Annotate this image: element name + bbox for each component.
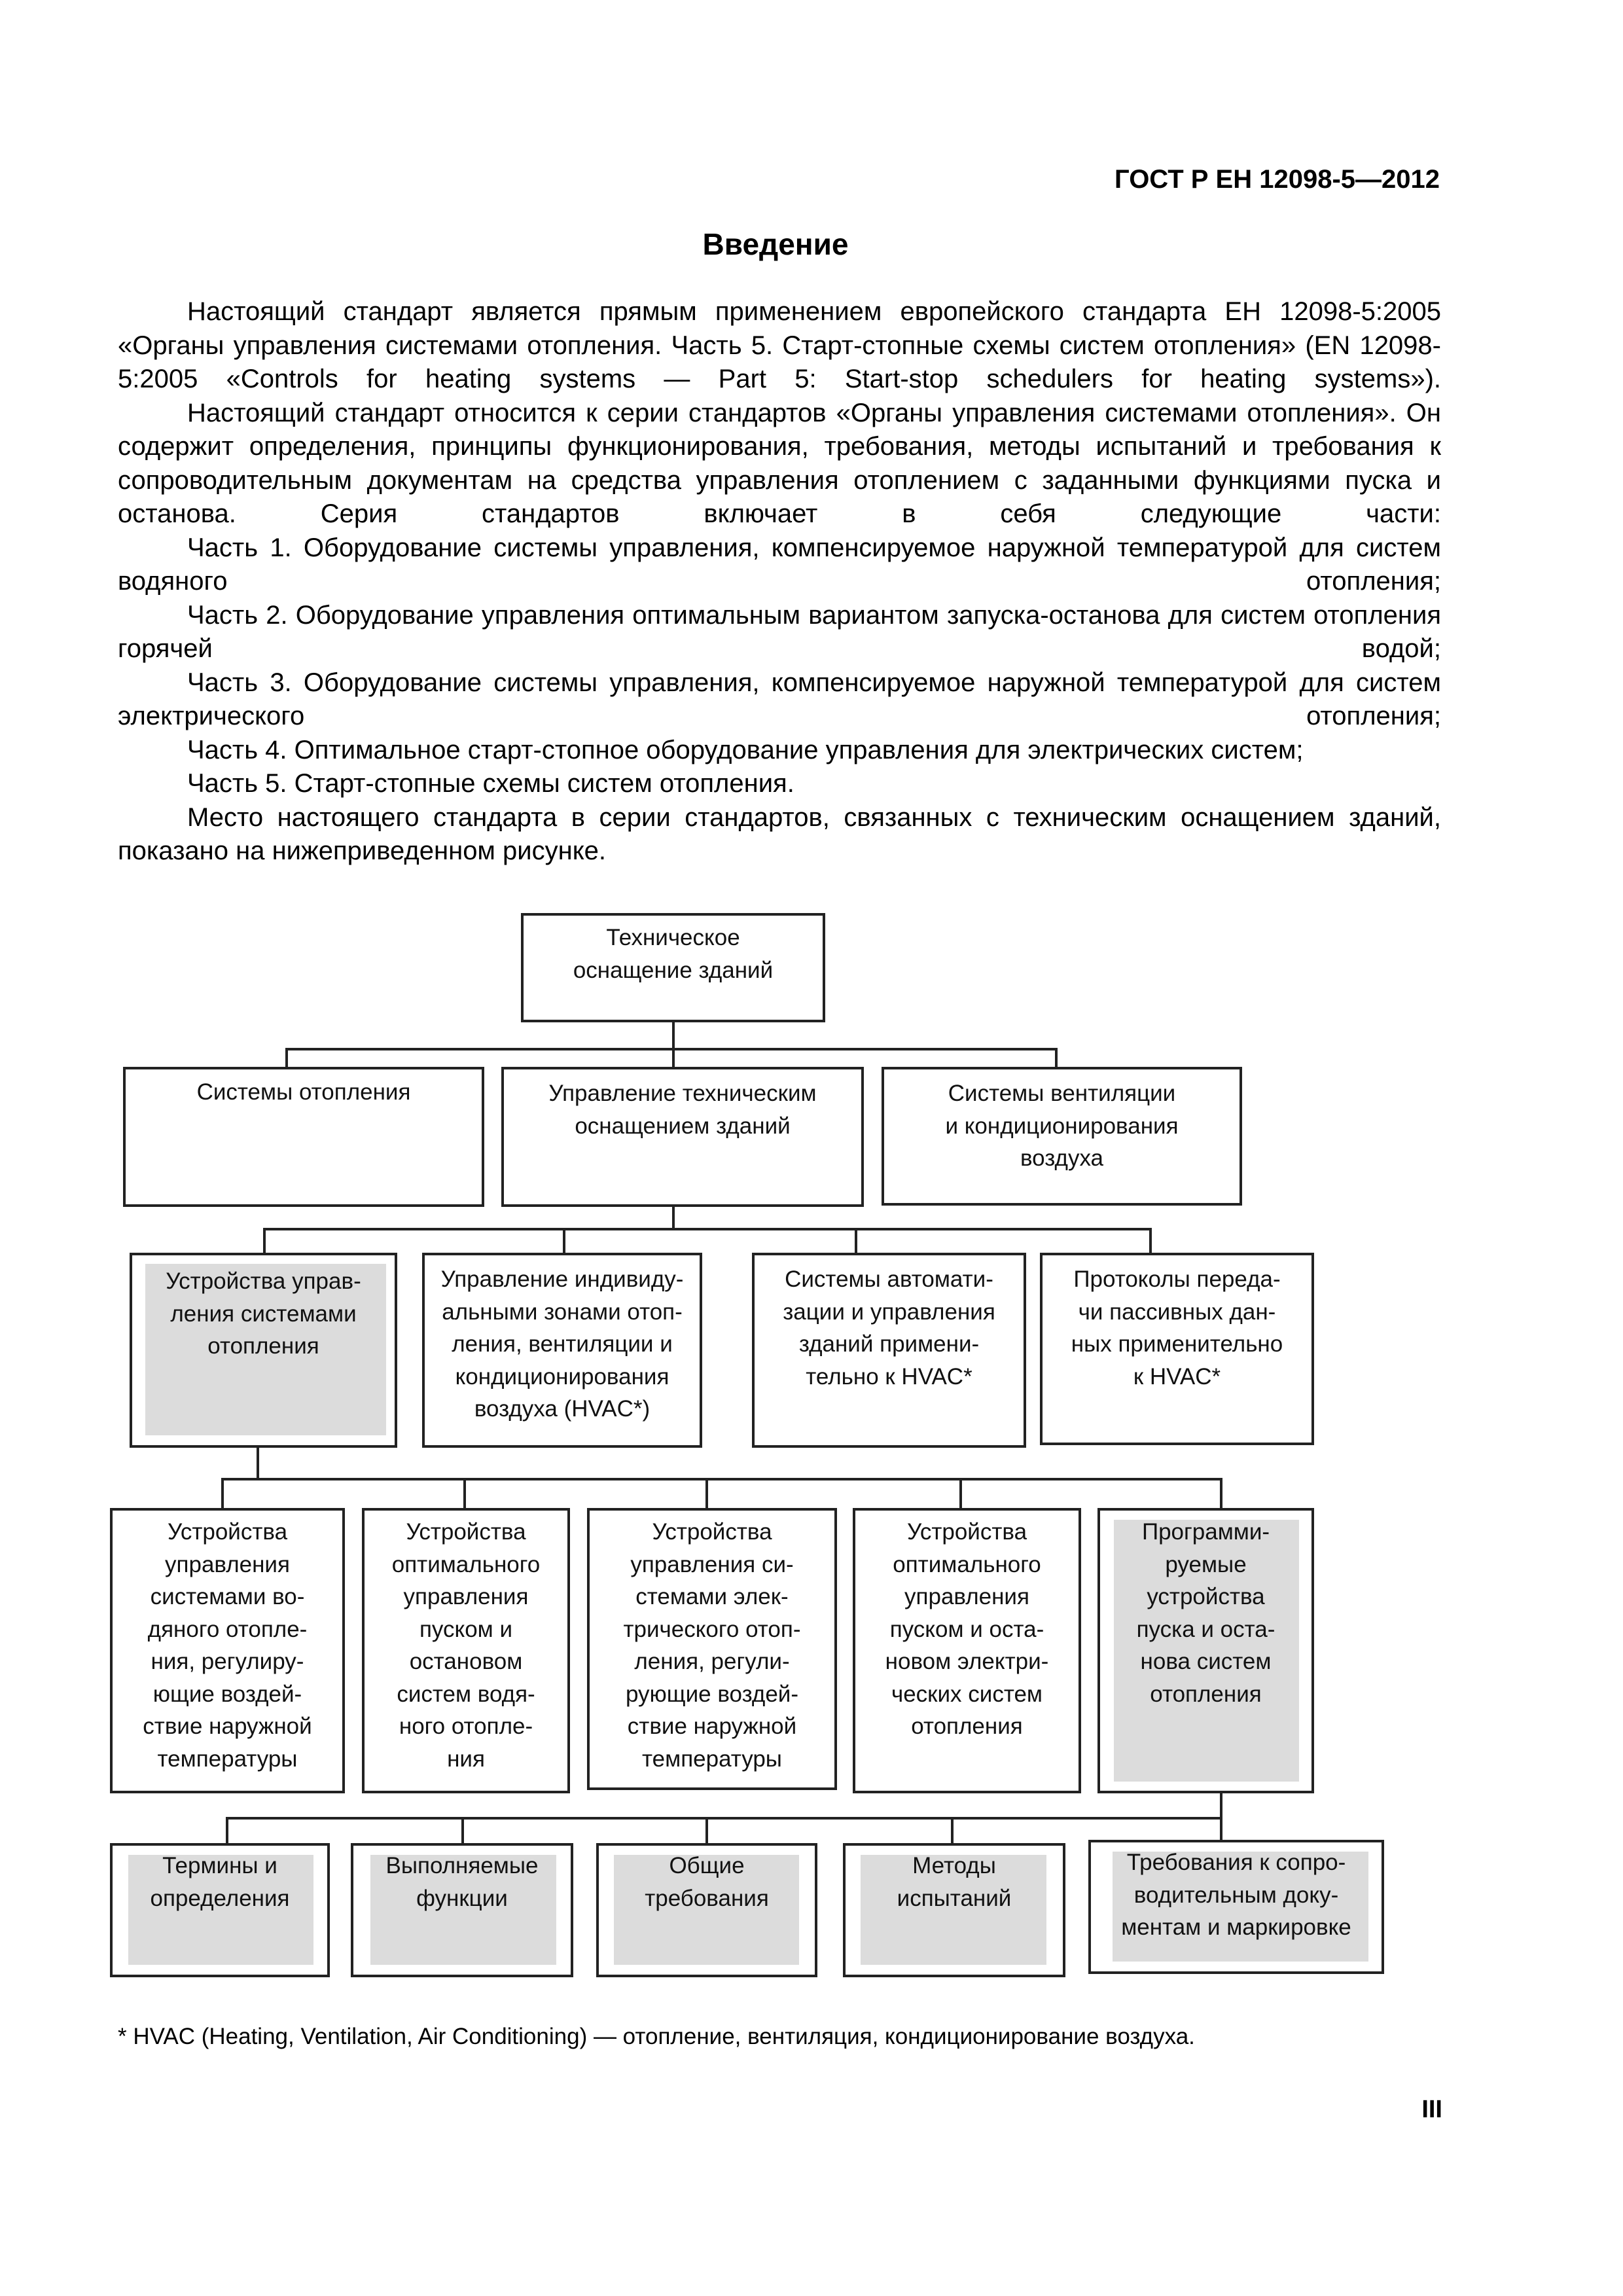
connector-line [855,1228,857,1253]
box-label: Управление техническим оснащением зданий [548,1081,817,1139]
box-label: Выполняемые функции [385,1853,539,1911]
box-label: Программи- руемые устройства пуска и оста- нова систем отопления [1136,1519,1275,1707]
connector-line [226,1817,228,1843]
connector-line [672,1048,675,1067]
intro-paragraph: Часть 4. Оптимальное старт-стопное оборудование управления для электрических систем; [187,735,1304,764]
connector-line [263,1228,266,1253]
connector-line [959,1478,962,1508]
connector-line [463,1478,466,1508]
connector-line [951,1817,954,1843]
box-label: Термины и определения [150,1853,290,1911]
box-label: Протоколы переда- чи пассивных дан- ных применительно к HVAC* [1071,1266,1283,1390]
intro-paragraph: Место настоящего стандарта в серии стандартов, связанных с техническим оснащением зданий, показано на нижеприведенном рисунке. [118,802,1441,865]
box-label: Устройства управ- ления системами отопления [166,1268,361,1359]
page-number: III [1421,2096,1442,2123]
connector-line [285,1048,288,1067]
intro-paragraph: Часть 5. Старт-стопные схемы систем отопления. [187,769,794,798]
connector-line [257,1448,259,1479]
intro-paragraph: Настоящий стандарт относится к серии стандартов «Органы управления системами отопления». Он содержит определения, принципы функционирования, требования, методы испытаний и требования к сопроводительным документам на средства управления отоплением с заданными функциями пуска и останова. Серия стандартов включает в себя следующие части: [118,398,1441,528]
intro-paragraph: Часть 3. Оборудование системы управления, компенсируемое наружной температурой для систем электрического отопления; [118,668,1441,730]
intro-paragraph: Часть 1. Оборудование системы управления, компенсируемое наружной температурой для систем водяного отопления; [118,533,1441,596]
section-title: Введение [702,227,849,261]
intro-paragraph: Настоящий стандарт является прямым применением европейского стандарта ЕН 12098-5:2005 «Органы управления системами отопления. Часть 5. Старт-стопные схемы систем отопления» (EN 12098-5:2005 «Controls for heating systems — Part 5: Start-stop schedulers for heating systems»). [118,297,1441,393]
connector-line [1055,1048,1058,1067]
footnote: * HVAC (Heating, Ventilation, Air Conditioning) — отопление, вентиляция, кондиционирование воздуха. [118,2024,1195,2049]
connector-line [705,1817,708,1843]
box-label: Системы отопления [196,1079,411,1105]
box-label: Методы испытаний [897,1853,1012,1911]
connector-line [672,1207,675,1229]
intro-paragraph: Часть 2. Оборудование управления оптимальным вариантом запуска-останова для систем отопления горячей водой; [118,600,1441,663]
connector-line [221,1478,1222,1480]
box-label: Техническое оснащение зданий [573,925,774,983]
connector-line [1220,1817,1222,1843]
box-label: Устройства оптимального управления пуском и остановом систем водя- ного отопле- ния [391,1519,541,1772]
box-label: Устройства управления системами во- дяного отопле- ния, регулиру- ющие воздей- ствие наружной температуры [143,1519,312,1772]
document-code: ГОСТ Р ЕН 12098-5—2012 [1115,165,1440,194]
box-label: Устройства управления си- стемами элек- трического отоп- ления, регули- рующие воздей- ствие наружной температуры [623,1519,801,1772]
connector-line [263,1228,1152,1230]
box-label: Устройства оптимального управления пуском и оста- новом электри- ческих систем отопления [885,1519,1049,1739]
box-label: Общие требования [645,1853,769,1911]
connector-line [461,1817,464,1843]
box-label: Системы вентиляции и кондиционирования воздуха [945,1081,1179,1171]
connector-line [672,1021,675,1049]
connector-line [285,1048,1058,1050]
connector-line [1220,1478,1222,1508]
connector-line [563,1228,565,1253]
connector-line [1220,1793,1222,1818]
box-label: Требования к сопро- водительным доку- ментам и маркировке [1121,1850,1351,1940]
box-label: Системы автомати- зации и управления зданий примени- тельно к HVAC* [783,1266,995,1390]
connector-line [226,1817,1222,1820]
connector-line [705,1478,708,1508]
box-label: Управление индивиду- альными зонами отоп- ления, вентиляции и кондиционирования воздуха (HVAC*) [440,1266,684,1422]
connector-line [221,1478,224,1508]
connector-line [1149,1228,1152,1253]
